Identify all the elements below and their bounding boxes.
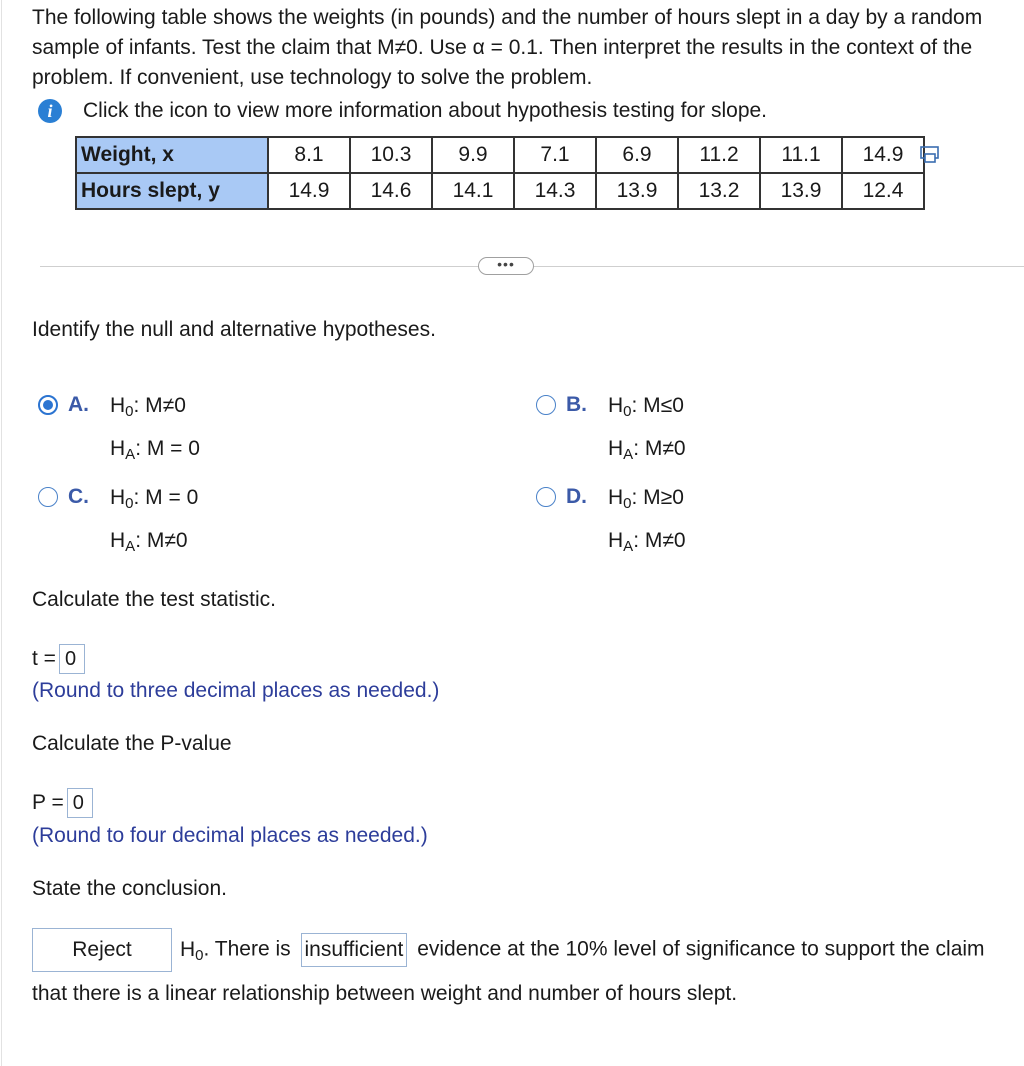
- question-text: The following table shows the weights (in pounds) and the number of hours slept in a day by a random sample of infants. Test the claim that M≠0. Use α = 0.1. Then interpret the results in the context of the problem. If convenient, use technology to solve the problem.: [32, 6, 983, 89]
- option-d-radio[interactable]: [536, 487, 556, 507]
- p-rounding-hint: (Round to four decimal places as needed.): [32, 824, 428, 847]
- weight-header: Weight, x: [76, 137, 268, 173]
- weight-cell: 6.9: [596, 137, 678, 173]
- hours-cell: 14.9: [268, 173, 350, 209]
- option-a-letter: A.: [68, 393, 89, 416]
- weight-row: [76, 137, 924, 173]
- conclusion-statement: [32, 928, 1022, 1013]
- p-input[interactable]: 0: [67, 788, 93, 818]
- left-border: [1, 0, 2, 1066]
- test-statistic-prompt: Calculate the test statistic.: [32, 588, 276, 611]
- option-b-text: $H_0$: M≤0 $H_A$: M≠0: [608, 394, 686, 463]
- info-icon[interactable]: i: [38, 99, 62, 123]
- data-table: [75, 136, 925, 210]
- weight-cell: 11.2: [678, 137, 760, 173]
- hours-cell: 13.2: [678, 173, 760, 209]
- p-label: P =: [32, 791, 64, 814]
- weight-cell: 14.9: [842, 137, 924, 173]
- info-text: Click the icon to view more information about hypothesis testing for slope.: [83, 99, 768, 122]
- option-a-text: $H_0$: M≠0 $H_A$: M = 0: [110, 394, 200, 463]
- hours-cell: 14.3: [514, 173, 596, 209]
- conclusion-rest: evidence at the 10% level of significance to support the claim that there is a linear relationship between weight and number of hours slept.: [32, 937, 985, 1005]
- option-c-radio[interactable]: [38, 487, 58, 507]
- weight-cell: 11.1: [760, 137, 842, 173]
- weight-cell: 10.3: [350, 137, 432, 173]
- p-answer-row: [32, 788, 93, 818]
- hypotheses-prompt: Identify the null and alternative hypotheses.: [32, 318, 436, 341]
- option-c[interactable]: [38, 482, 198, 565]
- decision-dropdown[interactable]: Reject: [32, 928, 172, 972]
- hours-cell: 13.9: [760, 173, 842, 209]
- hours-cell: 13.9: [596, 173, 678, 209]
- option-b[interactable]: [536, 390, 686, 473]
- option-b-radio[interactable]: [536, 395, 556, 415]
- hours-row: [76, 173, 924, 209]
- conclusion-after-h0: . There is: [203, 937, 291, 961]
- hours-cell: 14.6: [350, 173, 432, 209]
- option-b-letter: B.: [566, 393, 587, 416]
- hours-cell: 14.1: [432, 173, 514, 209]
- t-answer-row: [32, 644, 85, 674]
- conclusion-prompt: State the conclusion.: [32, 877, 227, 900]
- t-rounding-hint: (Round to three decimal places as needed.): [32, 679, 440, 702]
- expand-button[interactable]: •••: [478, 257, 534, 275]
- option-d[interactable]: [536, 482, 686, 565]
- p-value-prompt: Calculate the P-value: [32, 732, 232, 755]
- option-c-text: $H_0$: M = 0 $H_A$: M≠0: [110, 486, 199, 555]
- hours-cell: 12.4: [842, 173, 924, 209]
- t-label: t =: [32, 647, 56, 670]
- option-d-letter: D.: [566, 485, 587, 508]
- option-d-text: $H_0$: M≥0 $H_A$: M≠0: [608, 486, 686, 555]
- weight-cell: 7.1: [514, 137, 596, 173]
- info-row: [38, 96, 767, 126]
- conclusion-h0: $H_0$: [180, 937, 204, 964]
- option-c-letter: C.: [68, 485, 89, 508]
- option-a-radio[interactable]: [38, 395, 58, 415]
- evidence-dropdown[interactable]: insufficient: [301, 933, 408, 967]
- copy-table-icon[interactable]: [920, 146, 942, 164]
- hours-header: Hours slept, y: [76, 173, 268, 209]
- weight-cell: 8.1: [268, 137, 350, 173]
- option-a[interactable]: [38, 390, 200, 473]
- weight-cell: 9.9: [432, 137, 514, 173]
- t-input[interactable]: 0: [59, 644, 85, 674]
